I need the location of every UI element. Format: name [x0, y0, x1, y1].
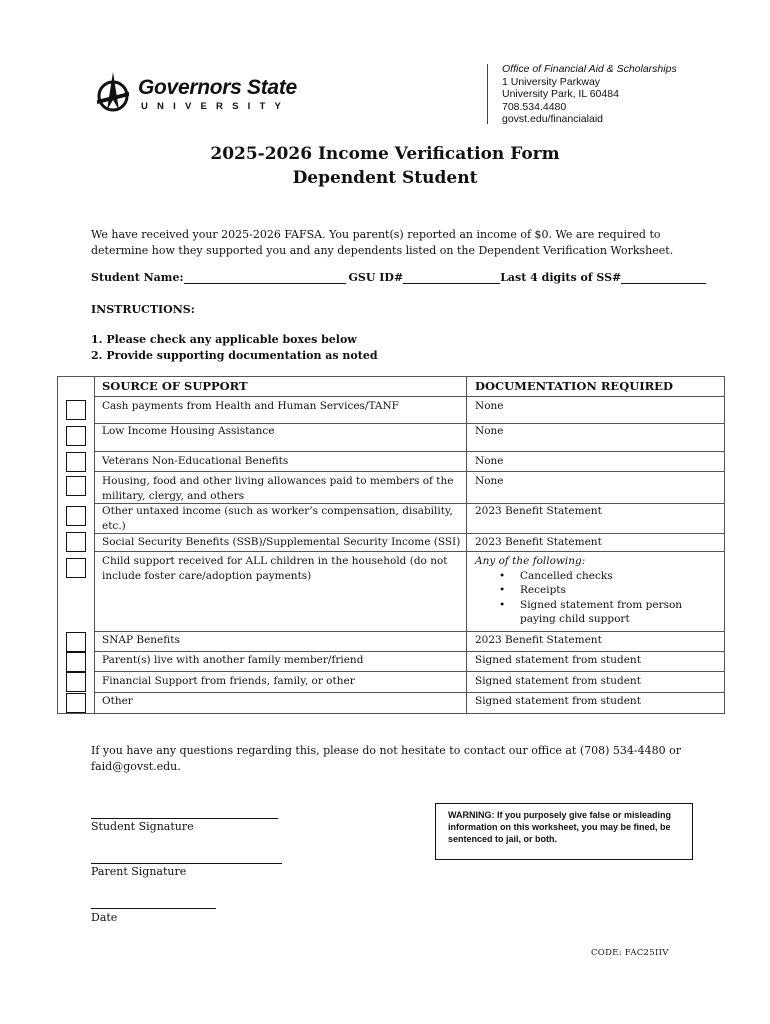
doc-snap: 2023 Benefit Statement — [475, 634, 602, 646]
instruction-step-2: 2. Provide supporting documentation as noted — [91, 349, 378, 362]
source-social-security: Social Security Benefits (SSB)/Supplemental Security Income (SSI) — [102, 536, 461, 548]
support-table — [57, 376, 725, 714]
doc-housing-assistance: None — [475, 425, 504, 437]
checkbox-housing-assistance[interactable] — [66, 426, 86, 446]
ssn-field[interactable] — [621, 271, 706, 284]
warning-box: WARNING: If you purposely give false or misleading information on this worksheet, you may be fined, be sentenced to jail, or both. — [435, 803, 693, 860]
office-website: govst.edu/financialaid — [502, 113, 603, 125]
source-column-header: SOURCE OF SUPPORT — [102, 379, 248, 393]
ssn-label: Last 4 digits of SS# — [500, 271, 622, 284]
intro-paragraph: We have received your 2025-2026 FAFSA. You parent(s) reported an income of $0. We are required to determine how they supported you and any dependents listed on the Dependent Verification Worksheet. — [91, 228, 674, 257]
checkbox-live-with-family[interactable] — [66, 652, 86, 672]
row-divider — [94, 533, 725, 534]
gsu-id-label: GSU ID# — [348, 271, 404, 284]
doc-untaxed-income: 2023 Benefit Statement — [475, 505, 602, 517]
header-divider — [487, 64, 488, 124]
column-divider — [466, 376, 467, 714]
date-line[interactable] — [91, 908, 216, 909]
gsu-id-field[interactable] — [403, 271, 500, 284]
checkbox-tanf[interactable] — [66, 400, 86, 420]
office-name: Office of Financial Aid & Scholarships — [502, 63, 677, 75]
parent-signature-label: Parent Signature — [91, 865, 187, 878]
column-divider — [94, 376, 95, 714]
doc-tanf: None — [475, 400, 504, 412]
form-code: CODE: FAC25IIV — [591, 948, 669, 958]
logo-subtitle: UNIVERSITY — [141, 101, 291, 112]
office-address — [502, 63, 677, 126]
checkbox-untaxed-income[interactable] — [66, 506, 86, 526]
checkbox-other[interactable] — [66, 693, 86, 713]
documentation-column-header: DOCUMENTATION REQUIRED — [475, 379, 673, 393]
instruction-step-1: 1. Please check any applicable boxes below — [91, 333, 357, 346]
checkbox-snap[interactable] — [66, 632, 86, 652]
source-housing-assistance: Low Income Housing Assistance — [102, 425, 275, 437]
row-divider — [94, 671, 725, 672]
date-label: Date — [91, 911, 118, 924]
doc-other: Signed statement from student — [475, 695, 641, 707]
university-logo — [95, 70, 305, 116]
row-divider — [94, 471, 725, 472]
row-divider — [94, 631, 725, 632]
student-info-line — [91, 271, 706, 284]
source-other: Other — [102, 695, 133, 707]
doc-social-security: 2023 Benefit Statement — [475, 536, 602, 548]
checkbox-financial-support[interactable] — [66, 672, 86, 692]
doc-living-allowances: None — [475, 475, 504, 487]
instructions-heading: INSTRUCTIONS: — [91, 303, 195, 316]
student-name-label: Student Name: — [91, 271, 184, 284]
checkbox-veterans-benefits[interactable] — [66, 452, 86, 472]
checkbox-child-support[interactable] — [66, 558, 86, 578]
checkbox-living-allowances[interactable] — [66, 476, 86, 496]
source-live-with-family: Parent(s) live with another family member/friend — [102, 654, 364, 666]
office-street: 1 University Parkway — [502, 75, 601, 88]
office-city: University Park, IL 60484 — [502, 88, 619, 100]
logo-icon — [95, 70, 135, 114]
student-name-field[interactable] — [184, 271, 346, 284]
row-divider — [94, 692, 725, 693]
row-divider — [94, 551, 725, 552]
doc-child-support — [475, 554, 721, 627]
office-phone: 708.534.4480 — [502, 100, 567, 113]
parent-signature-line[interactable] — [91, 863, 282, 864]
list-item: • Signed statement from person paying child support — [475, 598, 721, 627]
row-divider — [94, 451, 725, 452]
doc-child-support-list — [475, 569, 721, 627]
contact-paragraph: If you have any questions regarding this, please do not hesitate to contact our office at (708) 534-4480 or faid@govst.edu. — [91, 744, 681, 773]
source-living-allowances: Housing, food and other living allowances paid to members of the military, clergy, and others — [102, 475, 454, 502]
checkbox-social-security[interactable] — [66, 532, 86, 552]
student-signature-line[interactable] — [91, 818, 278, 819]
doc-live-with-family: Signed statement from student — [475, 654, 641, 666]
source-financial-support: Financial Support from friends, family, or other — [102, 675, 355, 687]
list-item: • Receipts — [475, 583, 721, 598]
source-child-support: Child support received for ALL children in the household (do not include foster care/adoption payments) — [102, 555, 448, 582]
student-signature-label: Student Signature — [91, 820, 194, 833]
doc-child-support-intro: Any of the following: — [475, 555, 586, 567]
source-tanf: Cash payments from Health and Human Services/TANF — [102, 400, 399, 412]
form-subtitle: Dependent Student — [292, 168, 478, 188]
doc-veterans-benefits: None — [475, 455, 504, 467]
row-divider — [94, 651, 725, 652]
form-title: 2025-2026 Income Verification Form — [210, 144, 560, 164]
logo-name: Governors State — [138, 76, 297, 99]
row-divider — [94, 396, 725, 397]
source-veterans-benefits: Veterans Non-Educational Benefits — [102, 455, 289, 467]
source-untaxed-income: Other untaxed income (such as worker’s compensation, disability, etc.) — [102, 505, 453, 532]
list-item: • Cancelled checks — [475, 569, 721, 584]
source-snap: SNAP Benefits — [102, 634, 180, 646]
doc-financial-support: Signed statement from student — [475, 675, 641, 687]
